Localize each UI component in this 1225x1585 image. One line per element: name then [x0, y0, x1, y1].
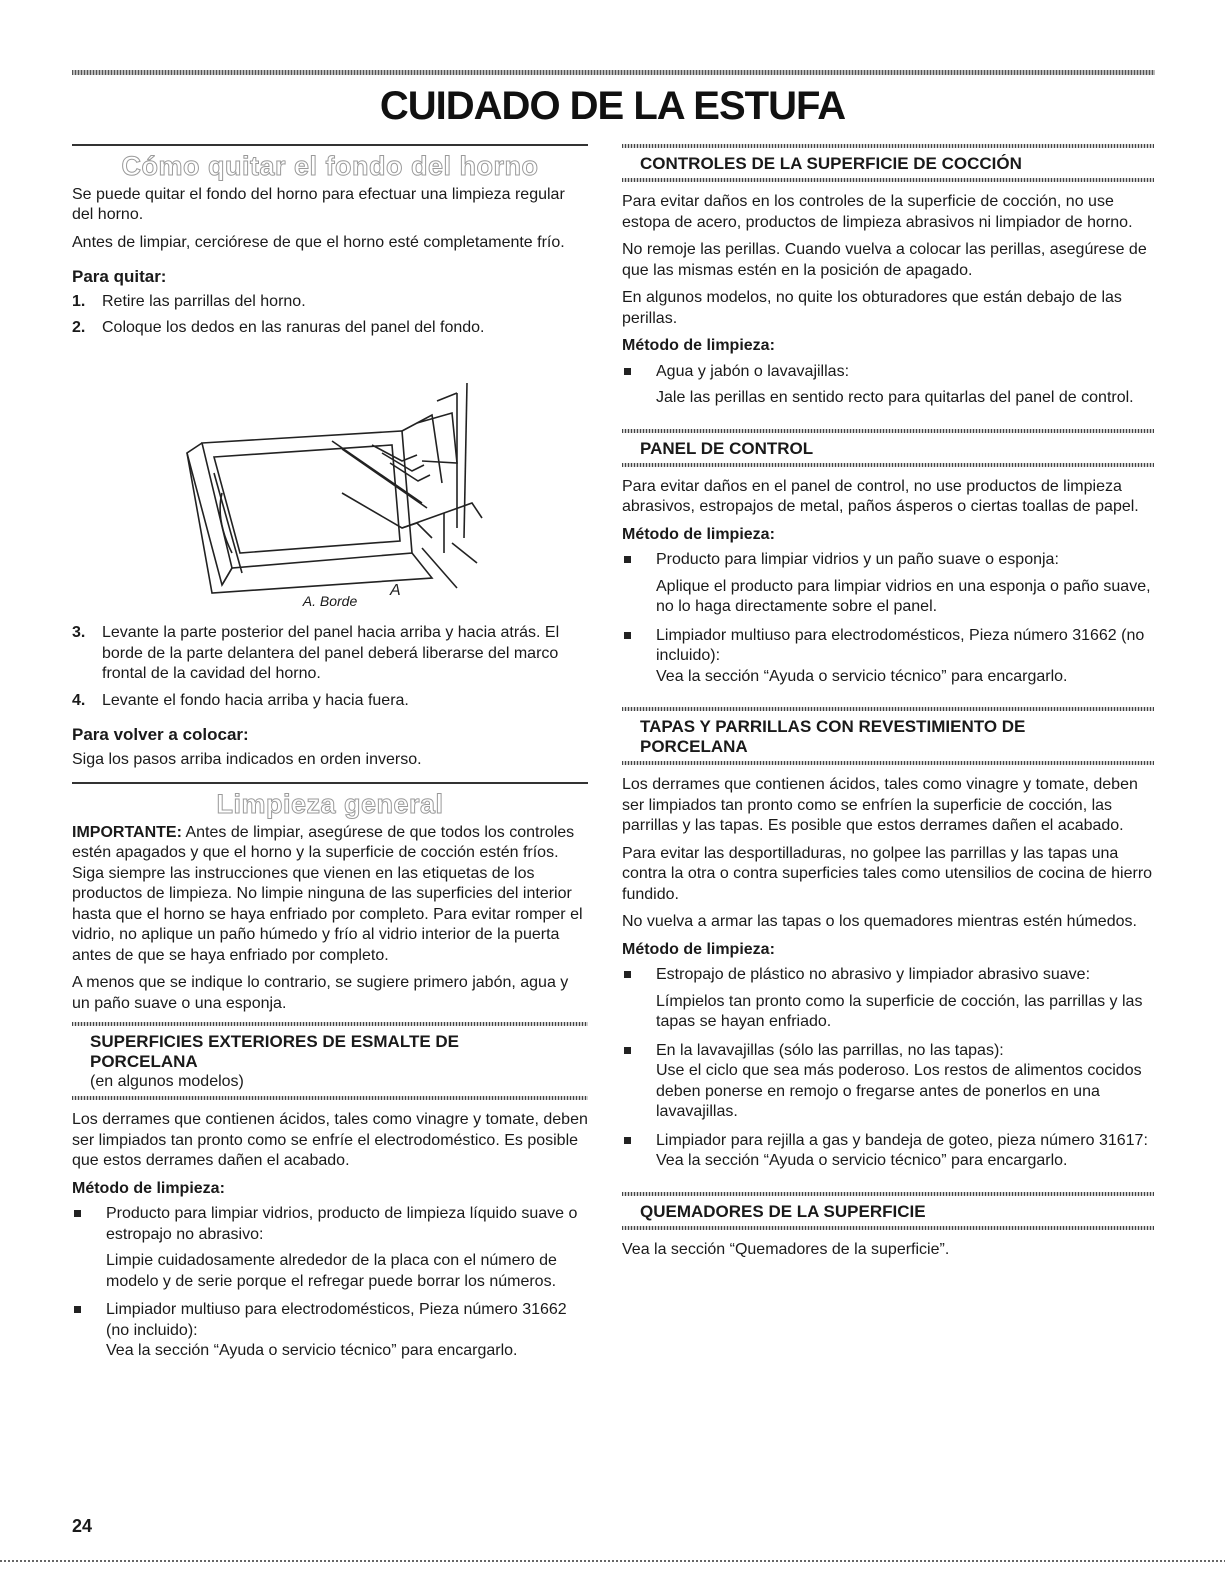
- method-item: [622, 626, 1154, 688]
- steps-list: [72, 623, 588, 711]
- step-text: Levante la parte posterior del panel hacia arriba y hacia atrás. El borde de la parte delantera del panel deberá liberarse del marco frontal de la cavidad del horno.: [102, 624, 560, 682]
- box-paragraph: Para evitar daños en el panel de control, no use productos de limpieza abrasivos, estropajos de metal, paños ásperos o ciertas toallas de papel.: [622, 477, 1139, 515]
- method-title: Método de limpieza:: [622, 940, 775, 958]
- page-number: 24: [72, 1516, 93, 1536]
- method-detail: Aplique el producto para limpiar vidrios en una esponja o paño suave, no lo haga directamente sobre el panel.: [656, 577, 1151, 615]
- method-detail: Jale las perillas en sentido recto para quitarlas del panel de control.: [656, 389, 1134, 406]
- replace-paragraph: Siga los pasos arriba indicados en orden inverso.: [72, 750, 422, 768]
- method-detail: Limpie cuidadosamente alrededor de la placa con el número de modelo y de serie porque el refregar puede borrar los números.: [106, 1252, 557, 1290]
- remove-subtitle: Para quitar:: [72, 267, 167, 286]
- method-title: Método de limpieza:: [622, 525, 775, 543]
- method-item: [622, 550, 1154, 618]
- step-number: 1.: [72, 292, 86, 310]
- box-heading-line: PORCELANA: [640, 737, 748, 756]
- box-heading-controls: CONTROLES DE LA SUPERFICIE DE COCCIÓN: [640, 154, 1022, 173]
- step-item: [72, 318, 588, 339]
- figure-caption: A. Borde: [302, 592, 358, 609]
- important-label: IMPORTANTE:: [72, 823, 182, 841]
- section-title-remove-bottom: Cómo quitar el fondo del horno: [121, 151, 539, 181]
- method-item: [72, 1204, 588, 1292]
- method-text: Limpiador multiuso para electrodomésticos, Pieza número 31662 (no incluido):: [656, 626, 1145, 664]
- step-item: [72, 292, 588, 313]
- important-paragraph: [72, 823, 588, 967]
- box-heading-grates: [622, 711, 1154, 761]
- box-heading-line: TAPAS Y PARRILLAS CON REVESTIMIENTO DE: [640, 717, 1026, 736]
- method-title: Método de limpieza:: [72, 1179, 225, 1197]
- important-text: Antes de limpiar, asegúrese de que todos los controles estén apagados y que el horno y la superficie de cocción estén fríos. Siga siempre las instrucciones que vienen en las etiquetas de los productos de limpieza. No limpie ninguna de las superficies del interior hasta que el horno se haya enfriado por completo. Para evitar romper el vidrio, no aplique un paño húmedo y frío al vidrio interior de la puerta antes de que se haya enfriado por completo.: [72, 823, 583, 964]
- figure-label: A: [390, 581, 401, 599]
- bullet-square-icon: [74, 1306, 81, 1313]
- method-item: [72, 1300, 588, 1362]
- general-note: A menos que se indique lo contrario, se sugiere primero jabón, agua y un paño suave o una esponja.: [72, 974, 569, 1012]
- method-title: Método de limpieza:: [622, 337, 775, 354]
- section-rule: [72, 782, 588, 784]
- method-text: Limpiador para rejilla a gas y bandeja de goteo, pieza número 31617:: [656, 1131, 1148, 1149]
- box-heading-panel: PANEL DE CONTROL: [640, 438, 814, 458]
- bullet-square-icon: [624, 556, 631, 563]
- page-title: CUIDADO DE LA ESTUFA: [379, 84, 846, 128]
- box-heading-line: SUPERFICIES EXTERIORES DE ESMALTE DE: [90, 1032, 460, 1051]
- box-paragraph: En algunos modelos, no quite los obturadores que están debajo de las perillas.: [622, 289, 1122, 327]
- step-number: 3.: [72, 624, 86, 641]
- replace-subtitle: Para volver a colocar:: [72, 725, 249, 744]
- box-heading-enamel: [72, 1026, 588, 1096]
- method-text: Agua y jabón o lavavajillas:: [656, 362, 850, 380]
- top-rule: [72, 70, 1155, 75]
- box-paragraph: Para evitar daños en los controles de la superficie de cocción, no use estopa de acero, productos de limpieza abrasivos ni limpiador de horno.: [622, 193, 1133, 231]
- box-heading-line: PORCELANA: [90, 1052, 198, 1071]
- intro-paragraph: Se puede quitar el fondo del horno para efectuar una limpieza regular del horno.: [72, 185, 565, 223]
- box-paragraph: Vea la sección “Quemadores de la superficie”.: [622, 1240, 950, 1258]
- box-paragraph: No remoje las perillas. Cuando vuelva a colocar las perillas, asegúrese de que las mismas estén en la posición de apagado.: [622, 241, 1147, 279]
- box-bottom-rule: [72, 1096, 588, 1100]
- bullet-square-icon: [624, 632, 631, 639]
- method-list: [72, 1204, 588, 1362]
- method-detail: Vea la sección “Ayuda o servicio técnico” para encargarlo.: [106, 1342, 518, 1359]
- step-number: 4.: [72, 691, 86, 709]
- section-title-general-cleaning: Limpieza general: [216, 789, 444, 819]
- method-text: Limpiador multiuso para electrodomésticos, Pieza número 31662 (no incluido):: [106, 1301, 567, 1339]
- box-bottom-rule: [622, 178, 1154, 182]
- box-paragraph: Los derrames que contienen ácidos, tales como vinagre y tomate, deben ser limpiados tan pronto como se enfríen la superficie de cocción, las parrillas y las tapas. Es posible que estos derrames dañen el acabado.: [622, 776, 1138, 834]
- section-rule: [72, 144, 588, 146]
- method-item: [622, 965, 1154, 1033]
- right-column: [622, 144, 1154, 1267]
- method-list: [622, 362, 1154, 409]
- box-bottom-rule: [622, 761, 1154, 765]
- box-paragraph: Para evitar las desportilladuras, no golpee las parrillas y las tapas una contra la otra o contra superficies tales como utensilios de cocina de hierro fundido.: [622, 844, 1153, 903]
- box-bottom-rule: [622, 463, 1154, 467]
- box-paragraph: No vuelva a armar las tapas o los quemadores mientras estén húmedos.: [622, 913, 1137, 930]
- method-text: En la lavavajillas (sólo las parrillas, no las tapas):: [656, 1041, 1004, 1059]
- oven-bottom-drawing: [72, 353, 588, 599]
- step-item: [72, 691, 588, 712]
- step-text: Retire las parrillas del horno.: [102, 292, 306, 310]
- left-column: [72, 144, 588, 1370]
- method-detail: Use el ciclo que sea más poderoso. Los restos de alimentos cocidos deben ponerse en remojo o fregarse antes de ponerlos en una lavavajillas.: [656, 1062, 1142, 1120]
- box-bottom-rule: [622, 1226, 1154, 1230]
- step-item: [72, 623, 588, 685]
- method-text: Producto para limpiar vidrios y un paño suave o esponja:: [656, 551, 1059, 568]
- method-detail: Vea la sección “Ayuda o servicio técnico” para encargarlo.: [656, 1152, 1068, 1169]
- step-number: 2.: [72, 319, 86, 336]
- intro-paragraph: Antes de limpiar, cerciórese de que el horno esté completamente frío.: [72, 233, 565, 251]
- method-list: [622, 550, 1154, 687]
- method-text: Producto para limpiar vidrios, producto de limpieza líquido suave o estropajo no abrasivo:: [106, 1205, 578, 1243]
- method-list: [622, 965, 1154, 1172]
- method-detail: Límpielos tan pronto como la superficie de cocción, las parrillas y las tapas se hayan enfriado.: [656, 992, 1143, 1030]
- box-heading-burners: QUEMADORES DE LA SUPERFICIE: [640, 1201, 926, 1221]
- bullet-square-icon: [624, 971, 631, 978]
- step-text: Levante el fondo hacia arriba y hacia fuera.: [102, 691, 409, 709]
- method-item: [622, 1131, 1154, 1172]
- bullet-square-icon: [74, 1210, 81, 1217]
- box-body: Los derrames que contienen ácidos, tales como vinagre y tomate, deben ser limpiados tan pronto como se enfríe el electrodoméstico. Es posible que estos derrames dañen el acabado.: [72, 1111, 588, 1169]
- step-text: Coloque los dedos en las ranuras del panel del fondo.: [102, 319, 485, 336]
- bullet-square-icon: [624, 1047, 631, 1054]
- box-heading-sub: (en algunos modelos): [90, 1073, 244, 1090]
- steps-list: [72, 292, 588, 339]
- method-item: [622, 362, 1154, 409]
- oven-bottom-illustration: [72, 353, 588, 599]
- bullet-square-icon: [624, 1137, 631, 1144]
- bullet-square-icon: [624, 368, 631, 375]
- bottom-rule: [0, 1560, 1225, 1562]
- method-item: [622, 1041, 1154, 1123]
- method-detail: Vea la sección “Ayuda o servicio técnico” para encargarlo.: [656, 667, 1068, 685]
- method-text: Estropajo de plástico no abrasivo y limpiador abrasivo suave:: [656, 966, 1091, 983]
